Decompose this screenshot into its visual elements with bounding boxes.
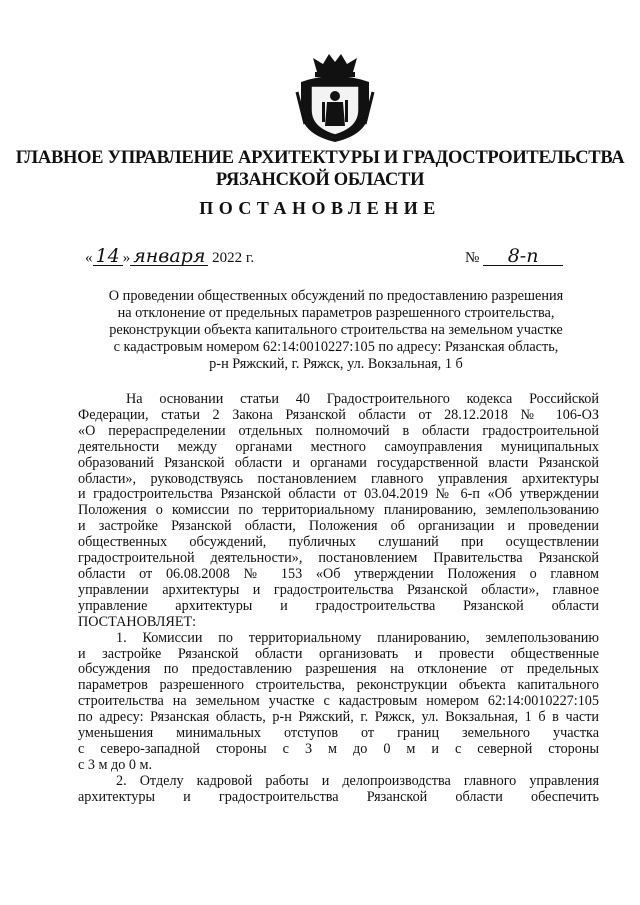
date-year: 2022 г. [212, 250, 255, 266]
document-number [465, 245, 563, 267]
body-line: с северо-западной стороны с 3 м до 0 м и с северной стороны [78, 740, 599, 757]
decree-keyword: ПОСТАНОВЛЯЕТ: [78, 613, 197, 630]
document-type-title: ПОСТАНОВЛЕНИЕ [199, 198, 441, 218]
body-line: управлении архитектуры и градостроительства Рязанской области», главное [78, 581, 599, 598]
body-line: области от 06.08.2008 № 153 «Об утверждении Положения о главном [78, 565, 599, 582]
body-line: управление архитектуры и градостроительства Рязанской области [78, 597, 599, 614]
body-line: параметров разрешенного строительства, реконструкции объекта капитального [78, 677, 599, 694]
number-sign: № [465, 250, 480, 266]
body-line: и застройке Рязанской области, Положения об организации и проведении [78, 518, 599, 535]
document-body [78, 392, 599, 806]
date-close-quote: » [122, 250, 131, 266]
body-line: с 3 м до 0 м. [78, 756, 153, 773]
body-line: строительства на земельном участке с кадастровым номером 62:14:0010227:105 [78, 693, 599, 710]
body-line: области», руководствуясь постановлением главного управления архитектуры [78, 470, 599, 487]
body-line: обсуждения по предоставлению разрешения на отклонение от предельных [78, 661, 599, 678]
body-line: и застройке Рязанской области организовать и провести общественные [78, 645, 599, 662]
body-line: деятельности между органами местного самоуправления муниципальных [78, 438, 599, 455]
body-line: «О перераспределении отдельных полномочий в области градостроительной [78, 422, 599, 439]
coat-of-arms-icon [295, 52, 375, 144]
subject-line: О проведении общественных обсуждений по предоставлению разрешения [108, 288, 564, 304]
subject-line: р-н Ряжский, г. Ряжск, ул. Вокзальная, 1 б [209, 356, 463, 372]
subject-line: с кадастровым номером 62:14:0010227:105 по адресу: Рязанская область, [113, 339, 559, 355]
organization-name-line2: РЯЗАНСКОЙ ОБЛАСТИ [215, 170, 425, 190]
date-month: января [130, 248, 208, 266]
document-date [85, 245, 255, 267]
body-line: Положения о комиссии по территориальному планированию, землепользованию [78, 502, 599, 519]
body-line: и градостроительства Рязанской области от 03.04.2019 № 6-п «Об утверждении [78, 486, 599, 503]
subject-line: реконструкции объекта капитального строительства на земельном участке [109, 322, 563, 338]
organization-name-line1: ГЛАВНОЕ УПРАВЛЕНИЕ АРХИТЕКТУРЫ И ГРАДОСТРОИТЕЛЬСТВА [15, 148, 625, 168]
body-line: 2. Отделу кадровой работы и делопроизводства главного управления [116, 772, 599, 789]
subject-line: на отклонение от предельных параметров разрешенного строительства, [117, 305, 555, 321]
body-line: На основании статьи 40 Градостроительного кодекса Российской [126, 391, 599, 407]
body-line: по адресу: Рязанская область, р-н Ряжский, г. Ряжск, ул. Вокзальная, 1 б в части [78, 709, 599, 726]
body-line: Федерации, статьи 2 Закона Рязанской области от 28.12.2018 № 106-ОЗ [78, 406, 599, 423]
body-line: общественных обсуждений, публичных слушаний при осуществлении [78, 534, 599, 551]
date-open-quote: « [85, 250, 93, 266]
date-day: 14 [93, 248, 123, 266]
body-line: уменьшения минимальных отступов от границ земельного участка [78, 725, 599, 742]
body-line: архитектуры и градостроительства Рязанской области обеспечить [78, 788, 599, 805]
body-line: 1. Комиссии по территориальному планированию, землепользованию [116, 629, 599, 646]
body-line: градостроительной деятельности», постановлением Правительства Рязанской [78, 550, 599, 567]
body-line: образований Рязанской области и органами государственной власти Рязанской [78, 454, 599, 471]
number-value: 8-п [483, 248, 563, 266]
